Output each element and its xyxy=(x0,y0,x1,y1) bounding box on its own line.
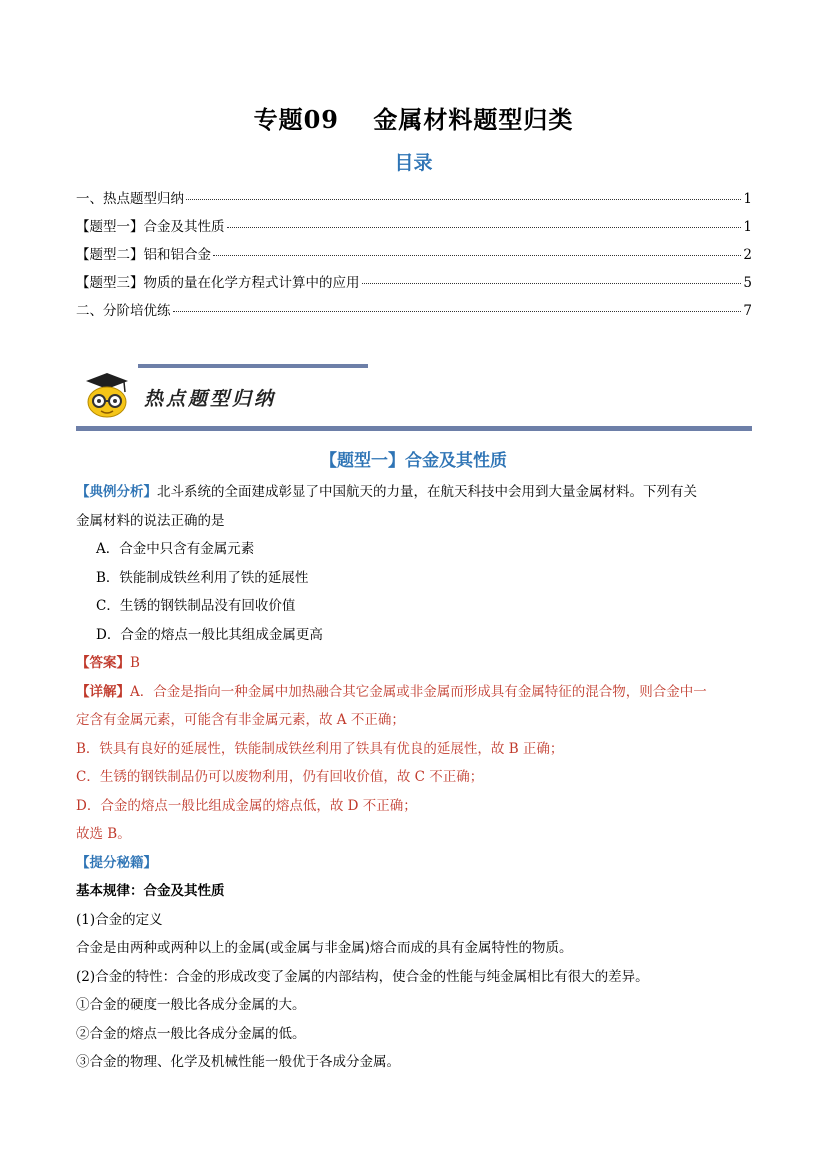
toc-entry[interactable] xyxy=(76,271,752,299)
toc-entry-page: 1 xyxy=(743,219,752,235)
toc-dot-leader xyxy=(186,199,741,200)
answer-value: B xyxy=(130,655,140,671)
toc-entry-label: 【题型二】铝和铝合金 xyxy=(76,247,211,263)
tips-line: (1)合金的定义 xyxy=(76,911,163,928)
option-c: C．生锈的钢铁制品没有回收价值 xyxy=(96,598,296,614)
tips-tag: 【提分秘籍】 xyxy=(76,854,157,871)
toc-entry-label: 二、分阶培优练 xyxy=(76,303,171,319)
tips-line: 合金是由两种或两种以上的金属(或金属与非金属)熔合而成的具有金属特性的物质。 xyxy=(76,940,573,956)
tips-line: ①合金的硬度一般比各成分金属的大。 xyxy=(76,997,306,1013)
explanation-tag: 【详解】 xyxy=(76,683,130,700)
scholar-face-icon xyxy=(82,370,132,420)
section-banner xyxy=(76,360,752,436)
toc-entry-page: 7 xyxy=(743,303,752,319)
tips-line: ③合金的物理、化学及机械性能一般优于各成分金属。 xyxy=(76,1054,400,1070)
toc-dot-leader xyxy=(213,255,741,256)
explanation-line: 故选 B。 xyxy=(76,826,131,842)
toc-entry[interactable] xyxy=(76,187,752,215)
explanation-line: A．合金是指向一种金属中加热融合其它金属或非金属而形成具有金属特征的混合物，则合金中一 xyxy=(130,683,707,700)
explanation-line: B．铁具有良好的延展性，铁能制成铁丝利用了铁具有优良的延展性，故 B 正确； xyxy=(76,740,564,757)
toc-entry-label: 一、热点题型归纳 xyxy=(76,191,184,207)
toc-entry[interactable] xyxy=(76,243,752,271)
toc-entry[interactable] xyxy=(76,215,752,243)
banner-top-rule xyxy=(138,364,368,368)
toc-dot-leader xyxy=(362,283,742,284)
banner-label: 热点题型归纳 xyxy=(144,388,277,410)
option-d: D．合金的熔点一般比其组成金属更高 xyxy=(96,626,323,643)
toc-entry[interactable] xyxy=(76,299,752,327)
example-block xyxy=(76,478,756,1077)
toc-heading: 目录 xyxy=(394,152,433,174)
toc-dot-leader xyxy=(227,227,742,228)
option-b: B．铁能制成铁丝利用了铁的延展性 xyxy=(96,569,309,586)
explanation-line: C．生锈的钢铁制品仍可以废物利用，仍有回收价值，故 C 不正确； xyxy=(76,769,484,785)
tips-line: ②合金的熔点一般比各成分金属的低。 xyxy=(76,1025,306,1042)
toc-entry-page: 2 xyxy=(743,247,752,263)
option-a: A．合金中只含有金属元素 xyxy=(96,541,255,557)
toc-entry-label: 【题型三】物质的量在化学方程式计算中的应用 xyxy=(76,275,360,291)
section-title: 【题型一】合金及其性质 xyxy=(320,451,507,471)
toc-entry-page: 1 xyxy=(743,191,752,207)
banner-bottom-rule xyxy=(76,426,752,431)
page-title: 专题09 金属材料题型归类 xyxy=(253,105,574,134)
rule-title: 基本规律：合金及其性质 xyxy=(76,883,225,899)
example-tag: 【典例分析】 xyxy=(76,484,157,500)
example-stem-line: 北斗系统的全面建成彰显了中国航天的力量，在航天科技中会用到大量金属材料。下列有关 xyxy=(157,484,697,500)
toc-entry-label: 【题型一】合金及其性质 xyxy=(76,219,225,235)
answer-tag: 【答案】 xyxy=(76,655,130,671)
explanation-line: 定含有金属元素，可能含有非金属元素，故 A 不正确； xyxy=(76,712,405,728)
table-of-contents xyxy=(76,187,752,327)
explanation-line: D．合金的熔点一般比组成金属的熔点低，故 D 不正确； xyxy=(76,797,417,814)
toc-dot-leader xyxy=(173,311,742,312)
toc-entry-page: 5 xyxy=(743,275,752,291)
example-stem-line: 金属材料的说法正确的是 xyxy=(76,512,225,529)
tips-line: (2)合金的特性：合金的形成改变了金属的内部结构，使合金的性能与纯金属相比有很大的差异。 xyxy=(76,968,649,985)
